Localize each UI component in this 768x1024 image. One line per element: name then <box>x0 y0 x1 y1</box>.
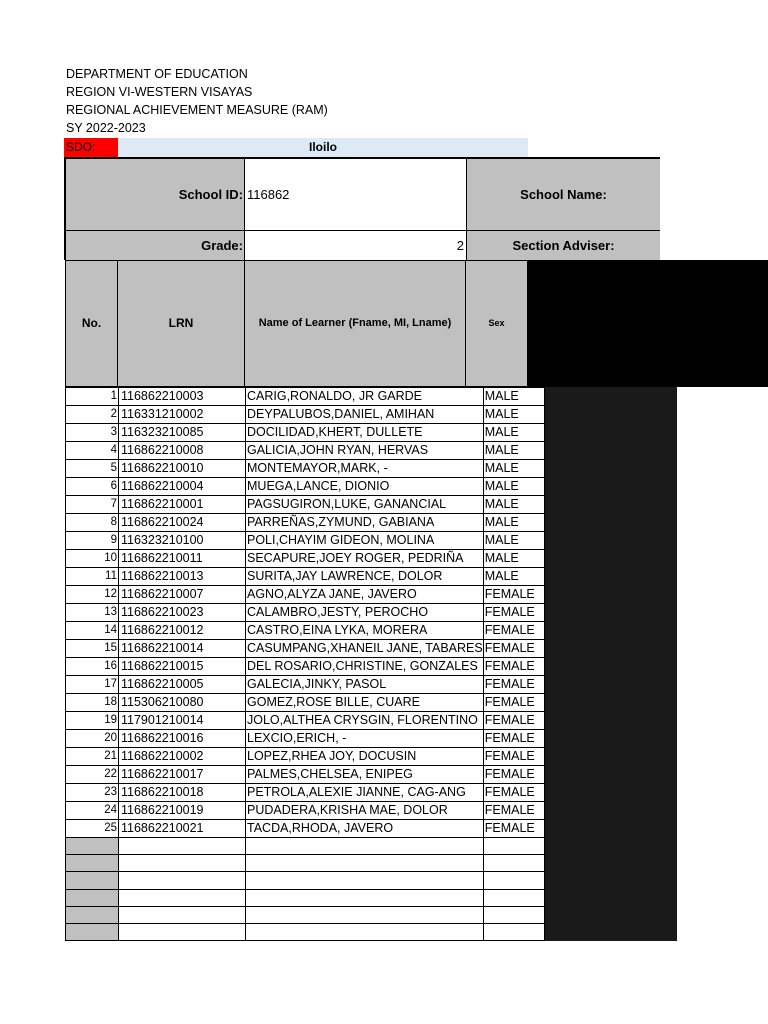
redacted-cell <box>544 586 676 604</box>
table-row <box>66 748 677 766</box>
learner-name-cell: MONTEMAYOR,MARK, - <box>246 460 484 478</box>
redacted-cell <box>544 889 676 906</box>
sex-cell: FEMALE <box>483 712 544 730</box>
table-row <box>66 640 677 658</box>
table-row <box>66 424 677 442</box>
table-row <box>66 694 677 712</box>
sex-cell: FEMALE <box>483 604 544 622</box>
row-number: 15 <box>66 640 119 658</box>
row-number: 21 <box>66 748 119 766</box>
sex-cell: FEMALE <box>483 784 544 802</box>
lrn-cell: 116862210023 <box>119 604 246 622</box>
row-number: 3 <box>66 424 119 442</box>
learner-name-cell: MUEGA,LANCE, DIONIO <box>246 478 484 496</box>
row-number: 12 <box>66 586 119 604</box>
sex-cell: FEMALE <box>483 586 544 604</box>
redacted-cell <box>544 802 676 820</box>
row-number: 18 <box>66 694 119 712</box>
section-adviser-label: Section Adviser: <box>466 231 660 260</box>
row-number: 9 <box>66 532 119 550</box>
redacted-cell <box>544 766 676 784</box>
learner-name-cell: PUDADERA,KRISHA MAE, DOLOR <box>246 802 484 820</box>
lrn-cell <box>119 923 246 940</box>
sex-cell: MALE <box>483 532 544 550</box>
lrn-cell: 116323210085 <box>119 424 246 442</box>
lrn-cell <box>119 906 246 923</box>
lrn-cell <box>119 838 246 855</box>
learner-name-cell: CARIG,RONALDO, JR GARDE <box>246 388 484 406</box>
row-number: 25 <box>66 820 119 838</box>
learner-name-cell: PAGSUGIRON,LUKE, GANANCIAL <box>246 496 484 514</box>
lrn-cell: 116862210019 <box>119 802 246 820</box>
redacted-cell <box>544 568 676 586</box>
row-number: 20 <box>66 730 119 748</box>
school-id-value: 116862 <box>245 159 466 231</box>
redacted-cell <box>544 550 676 568</box>
redacted-cell <box>544 923 676 940</box>
sex-cell: FEMALE <box>483 622 544 640</box>
row-number: 2 <box>66 406 119 424</box>
learner-name-cell <box>246 906 484 923</box>
sex-cell <box>483 906 544 923</box>
learner-name-cell <box>246 855 484 872</box>
lrn-cell: 115306210080 <box>119 694 246 712</box>
learner-name-cell: POLI,CHAYIM GIDEON, MOLINA <box>246 532 484 550</box>
table-row <box>66 889 677 906</box>
table-row <box>66 730 677 748</box>
learner-name-cell: LEXCIO,ERICH, - <box>246 730 484 748</box>
row-number: 11 <box>66 568 119 586</box>
header-measure: REGIONAL ACHIEVEMENT MEASURE (RAM) <box>66 103 328 117</box>
lrn-cell <box>119 872 246 889</box>
redacted-cell <box>544 496 676 514</box>
row-number <box>66 923 119 940</box>
table-row <box>66 820 677 838</box>
redacted-cell <box>544 676 676 694</box>
redacted-cell <box>544 532 676 550</box>
row-number <box>66 889 119 906</box>
school-name-label: School Name: <box>466 159 660 231</box>
redacted-cell <box>544 406 676 424</box>
sex-cell <box>483 855 544 872</box>
sex-cell: FEMALE <box>483 658 544 676</box>
learner-name-cell <box>246 889 484 906</box>
learner-name-cell: AGNO,ALYZA JANE, JAVERO <box>246 586 484 604</box>
learner-name-cell: TACDA,RHODA, JAVERO <box>246 820 484 838</box>
table-row <box>66 604 677 622</box>
sex-cell: MALE <box>483 568 544 586</box>
table-row <box>66 496 677 514</box>
redacted-cell <box>544 855 676 872</box>
header-department: DEPARTMENT OF EDUCATION <box>66 67 248 81</box>
table-row <box>66 784 677 802</box>
row-number: 23 <box>66 784 119 802</box>
redacted-cell <box>544 442 676 460</box>
row-number: 6 <box>66 478 119 496</box>
learner-table <box>65 387 677 941</box>
redacted-cell <box>544 784 676 802</box>
sex-cell <box>483 889 544 906</box>
redacted-cell <box>544 478 676 496</box>
row-number: 8 <box>66 514 119 532</box>
table-row <box>66 586 677 604</box>
learner-name-cell <box>246 923 484 940</box>
column-header-no: No. <box>65 260 118 387</box>
table-row <box>66 550 677 568</box>
learner-name-cell: SURITA,JAY LAWRENCE, DOLOR <box>246 568 484 586</box>
learner-name-cell: GOMEZ,ROSE BILLE, CUARE <box>246 694 484 712</box>
sex-cell: MALE <box>483 478 544 496</box>
lrn-cell: 116862210021 <box>119 820 246 838</box>
row-number: 22 <box>66 766 119 784</box>
table-row <box>66 923 677 940</box>
table-row <box>66 906 677 923</box>
table-row <box>66 838 677 855</box>
learner-name-cell: PARREÑAS,ZYMUND, GABIANA <box>246 514 484 532</box>
redacted-cell <box>544 514 676 532</box>
redacted-cell <box>544 694 676 712</box>
lrn-cell: 116862210005 <box>119 676 246 694</box>
table-row <box>66 388 677 406</box>
grade-label: Grade: <box>66 231 245 260</box>
lrn-cell: 116862210018 <box>119 784 246 802</box>
redacted-cell <box>544 906 676 923</box>
learner-name-cell: PALMES,CHELSEA, ENIPEG <box>246 766 484 784</box>
sex-cell: FEMALE <box>483 694 544 712</box>
learner-name-cell: SECAPURE,JOEY ROGER, PEDRIÑA <box>246 550 484 568</box>
lrn-cell <box>119 889 246 906</box>
column-header-lrn: LRN <box>118 260 245 387</box>
lrn-cell: 116862210017 <box>119 766 246 784</box>
redacted-cell <box>544 712 676 730</box>
sex-cell <box>483 872 544 889</box>
learner-name-cell: DEL ROSARIO,CHRISTINE, GONZALES <box>246 658 484 676</box>
lrn-cell: 117901210014 <box>119 712 246 730</box>
sex-cell <box>483 838 544 855</box>
learner-name-cell: GALICIA,JOHN RYAN, HERVAS <box>246 442 484 460</box>
redacted-cell <box>544 872 676 889</box>
sex-cell: MALE <box>483 460 544 478</box>
sdo-value: Iloilo <box>118 138 528 157</box>
sex-cell: FEMALE <box>483 676 544 694</box>
sex-cell: FEMALE <box>483 748 544 766</box>
redacted-cell <box>544 460 676 478</box>
table-row <box>66 514 677 532</box>
row-number: 10 <box>66 550 119 568</box>
sdo-label: SDO: <box>64 138 118 157</box>
learner-name-cell <box>246 838 484 855</box>
table-row <box>66 442 677 460</box>
table-row <box>66 532 677 550</box>
table-row <box>66 766 677 784</box>
lrn-cell: 116862210013 <box>119 568 246 586</box>
row-number: 13 <box>66 604 119 622</box>
sex-cell: FEMALE <box>483 640 544 658</box>
sex-cell: MALE <box>483 496 544 514</box>
learner-name-cell: JOLO,ALTHEA CRYSGIN, FLORENTINO <box>246 712 484 730</box>
school-id-label: School ID: <box>66 159 245 231</box>
table-row <box>66 460 677 478</box>
redacted-cell <box>544 838 676 855</box>
table-row <box>66 676 677 694</box>
table-row <box>66 802 677 820</box>
table-row <box>66 712 677 730</box>
learner-name-cell: DOCILIDAD,KHERT, DULLETE <box>246 424 484 442</box>
table-row <box>66 478 677 496</box>
lrn-cell: 116862210008 <box>119 442 246 460</box>
learner-name-cell <box>246 872 484 889</box>
lrn-cell: 116862210012 <box>119 622 246 640</box>
redacted-cell <box>544 424 676 442</box>
learner-name-cell: DEYPALUBOS,DANIEL, AMIHAN <box>246 406 484 424</box>
sex-cell: MALE <box>483 406 544 424</box>
table-row <box>66 406 677 424</box>
learner-name-cell: CALAMBRO,JESTY, PEROCHO <box>246 604 484 622</box>
lrn-cell: 116862210015 <box>119 658 246 676</box>
sex-cell: MALE <box>483 514 544 532</box>
table-row <box>66 658 677 676</box>
sex-cell <box>483 923 544 940</box>
header-school-year: SY 2022-2023 <box>66 121 146 135</box>
lrn-cell: 116862210011 <box>119 550 246 568</box>
lrn-cell: 116862210016 <box>119 730 246 748</box>
lrn-cell: 116862210003 <box>119 388 246 406</box>
sex-cell: MALE <box>483 424 544 442</box>
lrn-cell: 116862210001 <box>119 496 246 514</box>
row-number <box>66 872 119 889</box>
redacted-cell <box>544 640 676 658</box>
row-number: 24 <box>66 802 119 820</box>
lrn-cell <box>119 855 246 872</box>
lrn-cell: 116862210010 <box>119 460 246 478</box>
lrn-cell: 116862210002 <box>119 748 246 766</box>
redacted-cell <box>544 730 676 748</box>
lrn-cell: 116862210024 <box>119 514 246 532</box>
row-number: 5 <box>66 460 119 478</box>
lrn-cell: 116862210014 <box>119 640 246 658</box>
sex-cell: FEMALE <box>483 820 544 838</box>
column-header-name: Name of Learner (Fname, MI, Lname) <box>245 260 466 387</box>
sex-cell: MALE <box>483 442 544 460</box>
learner-name-cell: LOPEZ,RHEA JOY, DOCUSIN <box>246 748 484 766</box>
lrn-cell: 116323210100 <box>119 532 246 550</box>
redacted-cell <box>544 622 676 640</box>
lrn-cell: 116862210004 <box>119 478 246 496</box>
table-row <box>66 872 677 889</box>
row-number: 17 <box>66 676 119 694</box>
redacted-cell <box>544 604 676 622</box>
row-number: 16 <box>66 658 119 676</box>
sex-cell: MALE <box>483 388 544 406</box>
redacted-cell <box>544 820 676 838</box>
row-number <box>66 838 119 855</box>
lrn-cell: 116862210007 <box>119 586 246 604</box>
table-row <box>66 568 677 586</box>
row-number: 14 <box>66 622 119 640</box>
grade-value: 2 <box>456 238 464 253</box>
sex-cell: MALE <box>483 550 544 568</box>
sex-cell: FEMALE <box>483 766 544 784</box>
lrn-cell: 116331210002 <box>119 406 246 424</box>
learner-name-cell: GALECIA,JINKY, PASOL <box>246 676 484 694</box>
row-number <box>66 855 119 872</box>
learner-name-cell: PETROLA,ALEXIE JIANNE, CAG-ANG <box>246 784 484 802</box>
redacted-cell <box>544 388 676 406</box>
sex-cell: FEMALE <box>483 730 544 748</box>
learner-name-cell: CASTRO,EINA LYKA, MORERA <box>246 622 484 640</box>
row-number: 19 <box>66 712 119 730</box>
redacted-cell <box>544 658 676 676</box>
table-row <box>66 622 677 640</box>
row-number: 7 <box>66 496 119 514</box>
learner-name-cell: CASUMPANG,XHANEIL JANE, TABARES <box>246 640 484 658</box>
redacted-header-block <box>528 260 768 387</box>
row-number: 1 <box>66 388 119 406</box>
table-row <box>66 855 677 872</box>
header-region: REGION VI-WESTERN VISAYAS <box>66 85 253 99</box>
sex-cell: FEMALE <box>483 802 544 820</box>
column-header-sex: Sex <box>466 260 528 387</box>
row-number: 4 <box>66 442 119 460</box>
row-number <box>66 906 119 923</box>
redacted-cell <box>544 748 676 766</box>
